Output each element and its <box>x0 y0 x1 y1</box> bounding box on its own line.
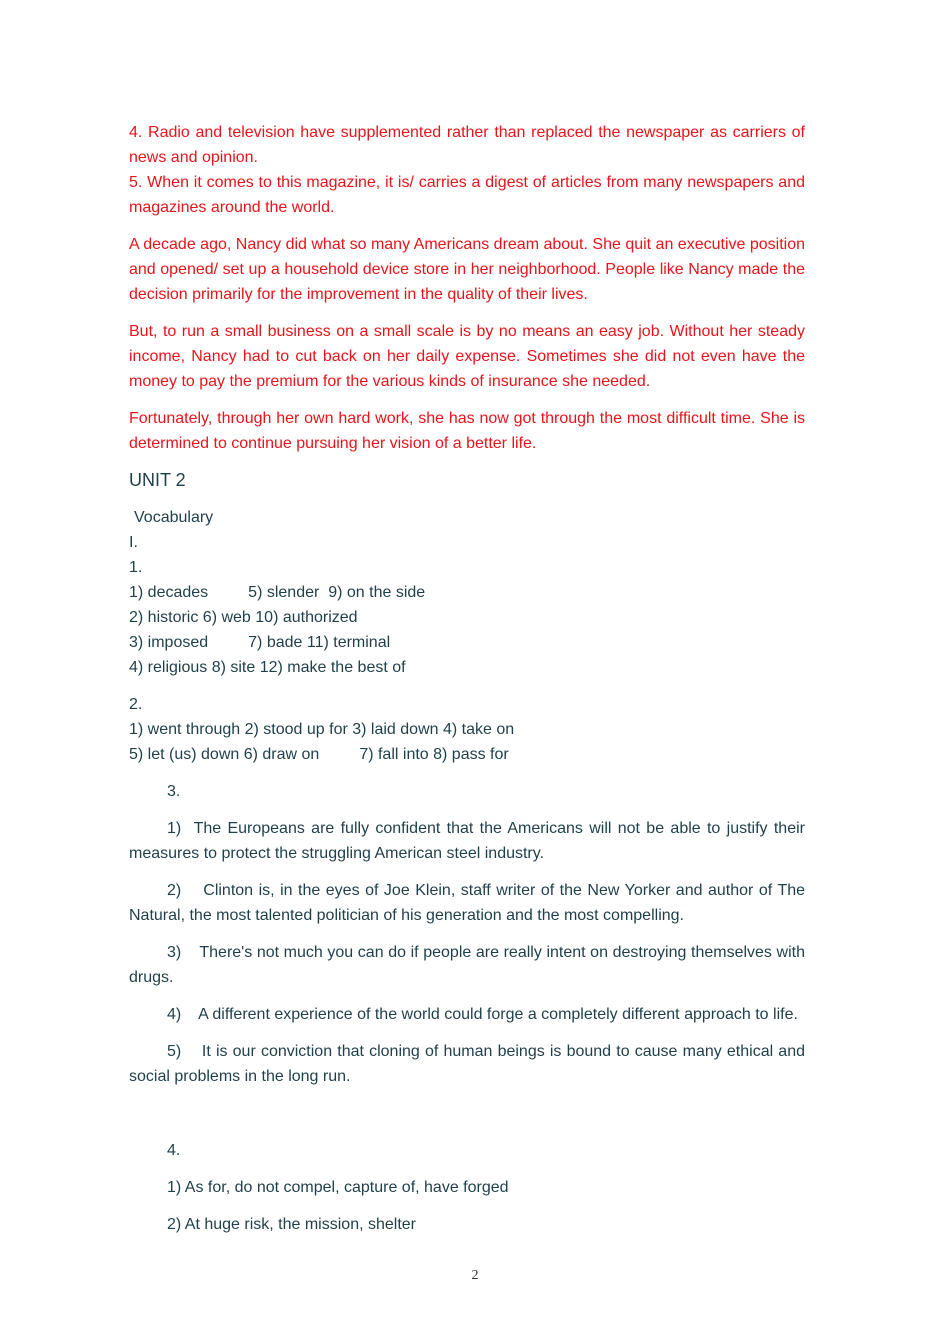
section-2-row: 5) let (us) down 6) draw on 7) fall into 8) pass for <box>129 746 509 763</box>
section-1-row: 2) historic 6) web 10) authorized <box>129 609 358 626</box>
section-1-number: 1. <box>129 559 143 576</box>
unit-title: UNIT 2 <box>129 470 186 490</box>
section-3-item: 5) It is our conviction that cloning of human beings is bound to cause many ethical and social problems in the long run. <box>129 1043 806 1085</box>
section-3-item: 1) The Europeans are fully confident that the Americans will not be able to justify their measures to protect the struggling American steel industry. <box>129 820 805 862</box>
section-4-item: 1) As for, do not compel, capture of, have forged <box>167 1179 509 1196</box>
section-4-item: 2) At huge risk, the mission, shelter <box>167 1216 416 1233</box>
section-3-item: 2) Clinton is, in the eyes of Joe Klein, staff writer of the New Yorker and author of The Natural, the most talented politician of his generation and the most compelling. <box>129 882 806 924</box>
page-number: 2 <box>471 1268 479 1283</box>
section-3-number: 3. <box>167 783 181 800</box>
section-1-row: 3) imposed 7) bade 11) terminal <box>129 634 391 651</box>
section-3-item: 4) A different experience of the world could forge a completely different approach to life. <box>167 1006 798 1023</box>
section-2-row: 1) went through 2) stood up for 3) laid down 4) take on <box>129 721 515 738</box>
passage-paragraph-3: Fortunately, through her own hard work, she has now got through the most difficult time. She is determined to continue pursuing her vision of a better life. <box>129 410 805 452</box>
passage-paragraph-1: A decade ago, Nancy did what so many Americans dream about. She quit an executive position and opened/ set up a household device store in her neighborhood. People like Nancy made the decision primarily for the improvement in the quality of their lives. <box>129 236 805 303</box>
vocabulary-label: Vocabulary <box>134 509 214 526</box>
section-4-number: 4. <box>167 1142 181 1159</box>
answer-line-5: 5. When it comes to this magazine, it is/ carries a digest of articles from many newspapers and magazines around the world. <box>129 174 805 216</box>
section-1-row: 1) decades 5) slender 9) on the side <box>129 584 426 601</box>
passage-paragraph-2: But, to run a small business on a small scale is by no means an easy job. Without her steady income, Nancy had to cut back on her daily expense. Sometimes she did not even have the money to pay the premium for the various kinds of insurance she needed. <box>129 323 805 390</box>
section-1-row: 4) religious 8) site 12) make the best of <box>129 659 406 676</box>
section-roman-one: I. <box>129 534 138 551</box>
section-3-item: 3) There's not much you can do if people are really intent on destroying themselves with drugs. <box>129 944 805 986</box>
answer-line-4: 4. Radio and television have supplemented rather than replaced the newspaper as carriers of news and opinion. <box>129 124 805 166</box>
section-2-number: 2. <box>129 696 143 713</box>
document-page <box>129 120 805 1237</box>
